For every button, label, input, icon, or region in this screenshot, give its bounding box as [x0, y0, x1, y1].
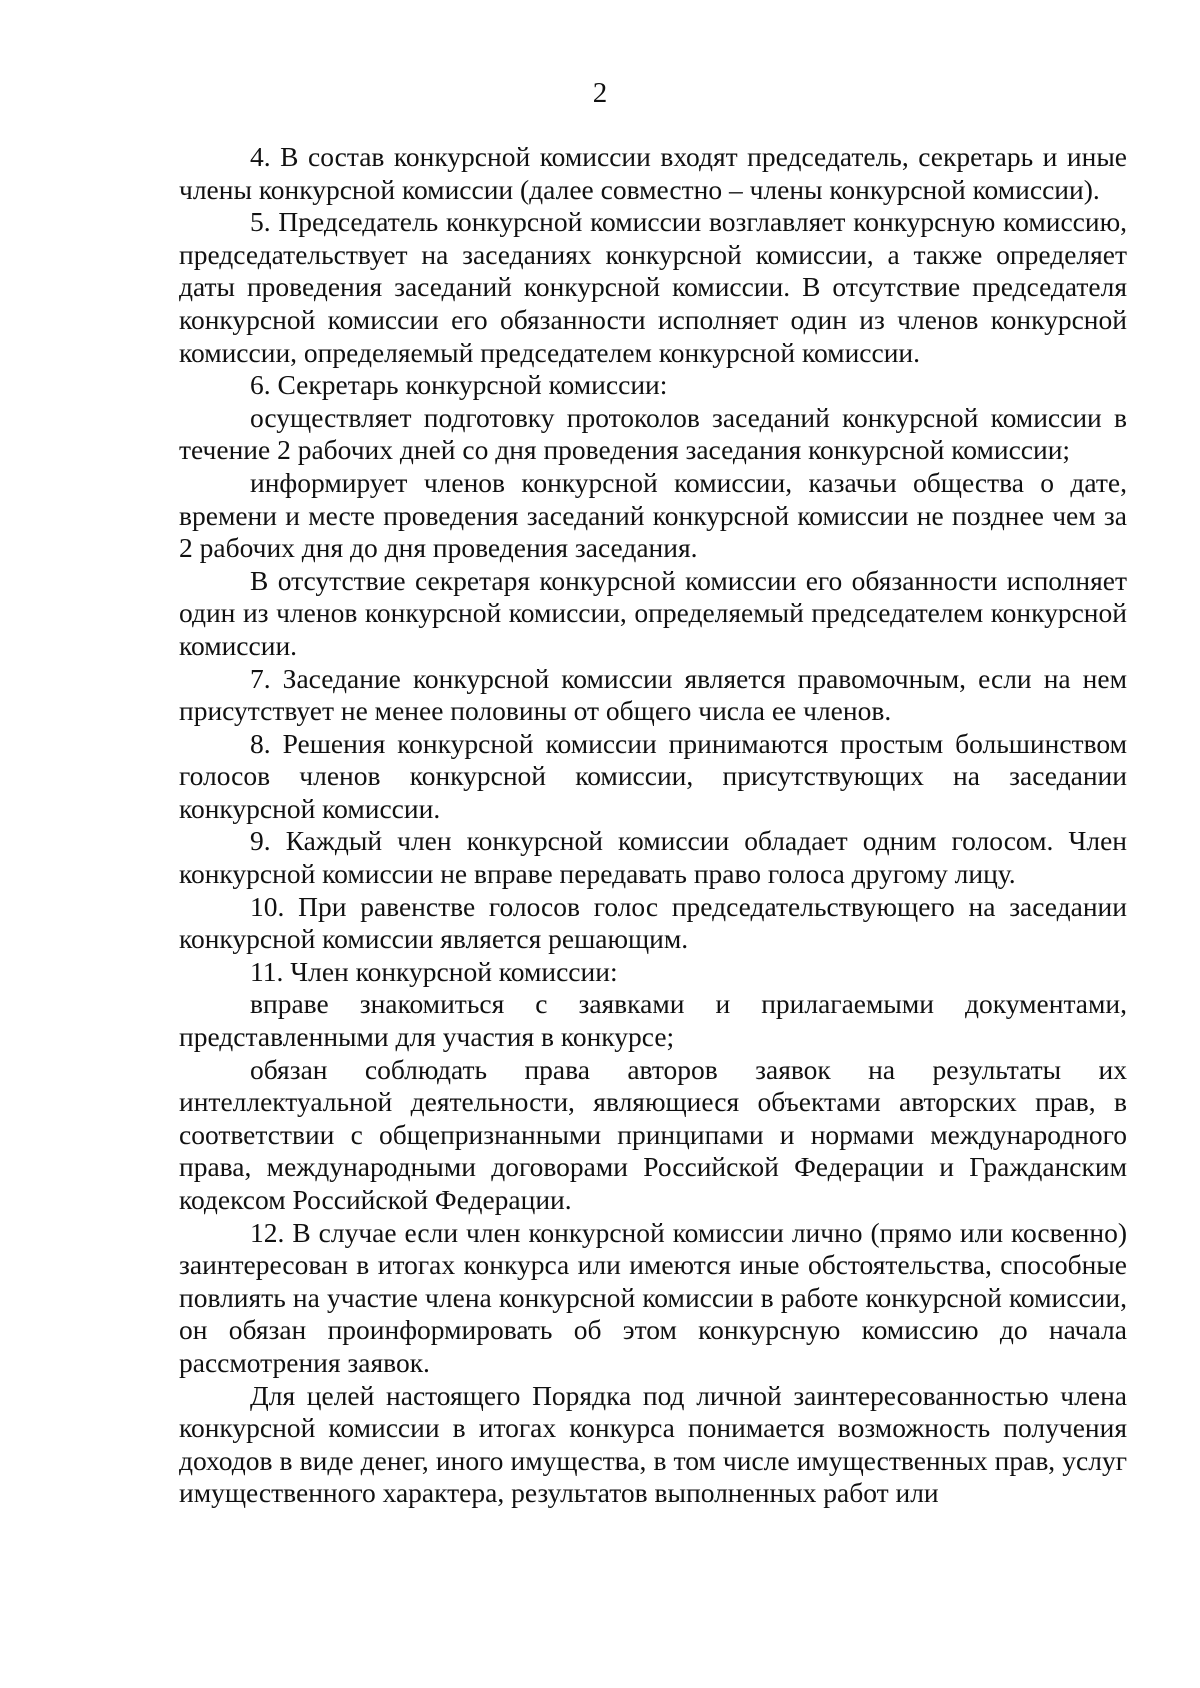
paragraph-9: 9. Каждый член конкурсной комиссии обладает одним голосом. Член конкурсной комиссии не вправе передавать право голоса другому лицу.	[179, 825, 1127, 890]
paragraph-12-definition: Для целей настоящего Порядка под личной заинтересованностью члена конкурсной комиссии в итогах конкурса понимается возможность получения доходов в виде денег, иного имущества, в том числе имущественных прав, услуг имущественного характера, результатов выполненных работ или	[179, 1379, 1127, 1509]
document-body	[179, 141, 1127, 1510]
paragraph-6: 6. Секретарь конкурсной комиссии:	[250, 369, 668, 401]
paragraph-10: 10. При равенстве голосов голос председательствующего на заседании конкурсной комиссии является решающим.	[179, 890, 1127, 955]
paragraph-8: 8. Решения конкурсной комиссии принимаются простым большинством голосов членов конкурсной комиссии, присутствующих на заседании конкурсной комиссии.	[179, 727, 1127, 824]
paragraph-11-item-1: вправе знакомиться с заявками и прилагаемыми документами, представленными для участия в конкурсе;	[179, 988, 1127, 1053]
paragraph-6-item-1: осуществляет подготовку протоколов заседаний конкурсной комиссии в течение 2 рабочих дней со дня проведения заседания конкурсной комиссии;	[179, 401, 1127, 466]
paragraph-5: 5. Председатель конкурсной комиссии возглавляет конкурсную комиссию, председательствует на заседаниях конкурсной комиссии, а также определяет даты проведения заседаний конкурсной комиссии. В отсутствие председателя конкурсной комиссии его обязанности исполняет один из членов конкурсной комиссии, определяемый председателем конкурсной комиссии.	[179, 206, 1127, 368]
paragraph-12: 12. В случае если член конкурсной комиссии лично (прямо или косвенно) заинтересован в итогах конкурса или имеются иные обстоятельства, способные повлиять на участие члена конкурсной комиссии в работе конкурсной комиссии, он обязан проинформировать об этом конкурсную комиссию до начала рассмотрения заявок.	[179, 1216, 1127, 1378]
paragraph-7: 7. Заседание конкурсной комиссии является правомочным, если на нем присутствует не менее половины от общего числа ее членов.	[179, 662, 1127, 727]
paragraph-6-substitute: В отсутствие секретаря конкурсной комиссии его обязанности исполняет один из членов конкурсной комиссии, определяемый председателем конкурсной комиссии.	[179, 564, 1127, 661]
paragraph-6-item-2: информирует членов конкурсной комиссии, казачьи общества о дате, времени и месте проведения заседаний конкурсной комиссии не позднее чем за 2 рабочих дня до дня проведения заседания.	[179, 466, 1127, 564]
paragraph-11: 11. Член конкурсной комиссии:	[250, 955, 618, 987]
paragraph-11-item-2: обязан соблюдать права авторов заявок на результаты их интеллектуальной деятельности, являющиеся объектами авторских прав, в соответствии с общепризнанными принципами и нормами международного права, международными договорами Российской Федерации и Гражданским кодексом Российской Федерации.	[179, 1053, 1127, 1215]
page-number: 2	[592, 77, 608, 109]
paragraph-4: 4. В состав конкурсной комиссии входят председатель, секретарь и иные члены конкурсной комиссии (далее совместно – члены конкурсной комиссии).	[179, 141, 1127, 205]
